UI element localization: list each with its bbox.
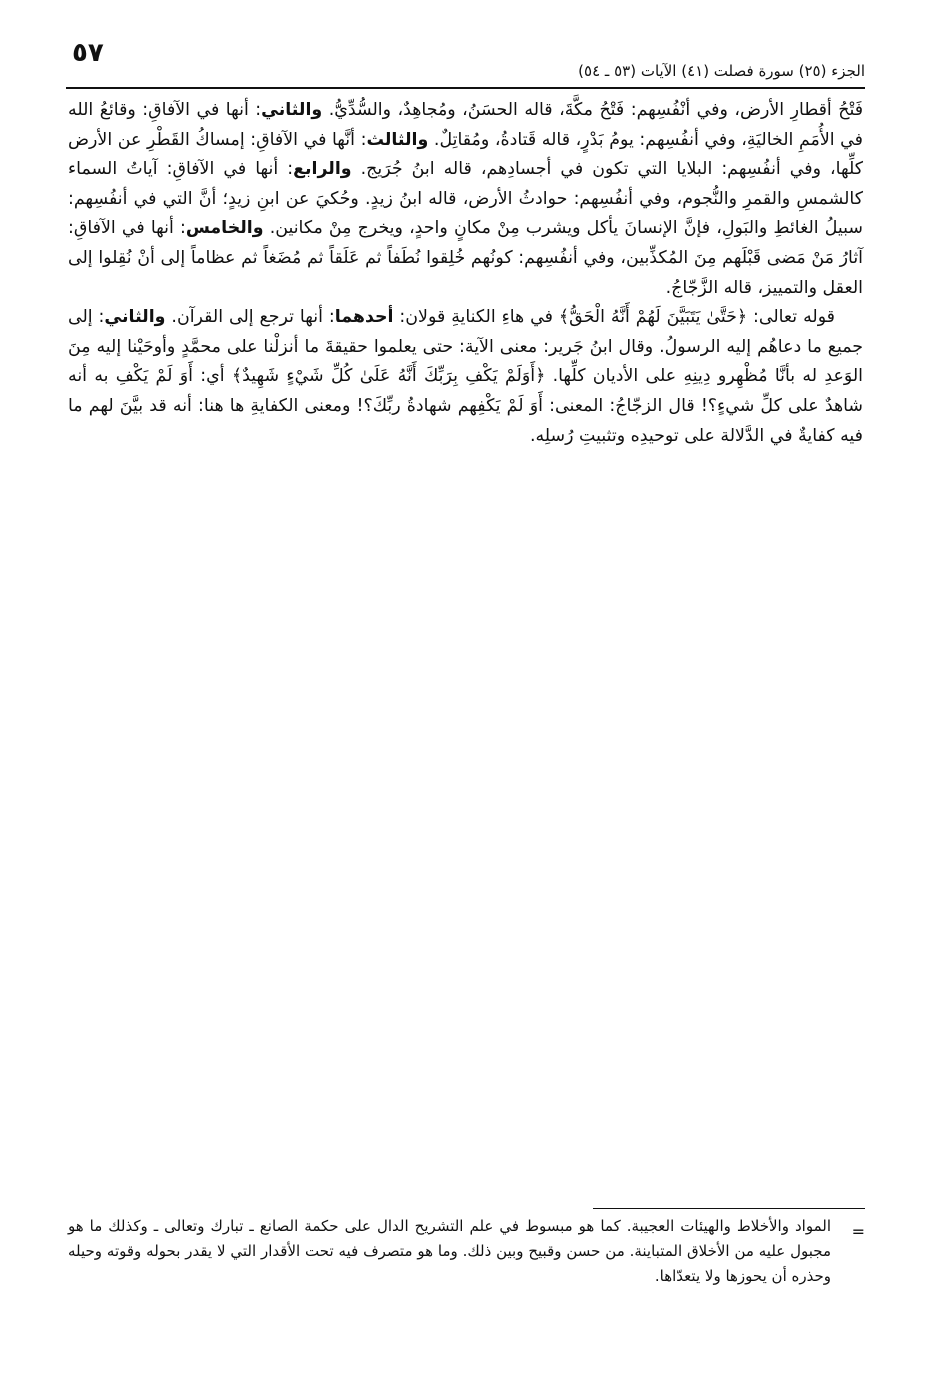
p2-second-label: والثاني xyxy=(104,307,166,328)
p1-text-3: : أنَّها في الآفاقِ: إمساكُ القَطْرِ عن الأرض كلِّها، وفي أنفُسِهم: البلايا التي تكون في أجسادِهم، قاله ابنُ جُرَيج. xyxy=(68,129,863,180)
paragraph-1 xyxy=(68,96,863,303)
running-head: الجزء (٢٥) سورة فصلت (٤١) الآيات (٥٣ ـ ٥٤) xyxy=(578,62,865,80)
p1-text-2: : أنها في الآفاقِ: وقائعُ الله في الأُمَمِ الخاليَةِ، وفي أنفُسِهم: يومُ بَدْرٍ، قاله قَتادةُ، ومُقاتِلٌ. xyxy=(68,100,863,150)
footnote-text: المواد والأخلاط والهيئات العجيبة. كما هو مبسوط في علم التشريح الدال على حكمة الصانع ـ تبارك وتعالى ـ وكذلك ما هو مجبول عليه من الأخلاق المتباينة. من حسن وقبيح وبين ذلك. وما هو متصرف فيه تحت الأقدار التي لا يقدر بحوله وقوته وحيله وحذره أن يحوزها ولا يتعدّاها. xyxy=(68,1217,831,1285)
body-text xyxy=(68,96,863,451)
p1-fourth-label: والرابع xyxy=(293,159,352,180)
p2-text-3: : إلى جميع ما دعاهُم إليه الرسولُ. وقال ابنُ جَرير: معنى الآية: حتى يعلموا حقيقةَ ما أنزلْنا على محمَّدٍ وأوحَيْنا إليه مِنَ الوَعدِ له بأنَّا مُظْهِرو دِينِهِ على الأديان كلِّها. ﴿أَوَلَمْ يَكْفِ بِرَبِّكَ أَنَّهُ عَلَىٰ كُلِّ شَيْءٍ شَهِيدٌ﴾ أي: أَوَ لَمْ يَكْفِ به أنه شاهدٌ على كلِّ شيءٍ؟! قال الزجّاجُ: المعنى: أَوَ لَمْ يَكْفِهم شهادةُ ربِّكَ؟! ومعنى الكفايةِ ها هنا: أنه قد بيَّنَ لهم ما فيه كفايةٌ في الدَّلالة على توحيدِه وتثبيتِ رُسلِه. xyxy=(68,307,863,446)
paragraph-2 xyxy=(68,303,863,451)
footnote-rule xyxy=(593,1208,865,1209)
p1-text-1: فَتْحُ أقطارِ الأرض، وفي أنْفُسِهم: فَتْحُ مكَّةَ، قاله الحسَنُ، ومُجاهِدٌ، والسُّدِّيُّ. xyxy=(322,100,864,120)
p2-first-label: أحدهما xyxy=(334,307,394,328)
p1-second-label: والثاني xyxy=(261,100,323,120)
p2-text-1: قوله تعالى: ﴿حَتَّىٰ يَتَبَيَّنَ لَهُمْ أَنَّهُ الْحَقُّ﴾ في هاءِ الكنايةِ قولان: xyxy=(393,307,836,328)
p1-fifth-label: والخامس xyxy=(185,218,264,239)
p1-text-5: : أنها في الآفاقِ: آثارُ مَنْ مَضى قَبْلَهم مِنَ المُكذِّبين، وفي أنفُسِهم: كونُهم خُلِقوا نُطَفاً ثم عَلَقاً ثم مُضَغاً ثم عظاماً إلى أنْ نُقِلوا إلى العقل والتمييز، قاله الزَّجّاجُ. xyxy=(68,218,863,298)
p1-text-4: : أنها في الآفاقِ: آياتُ السماء كالشمسِ والقمرِ والنُّجوم، وفي أنفُسِهم: حوادثُ الأرض، قاله ابنُ زيدٍ. وحُكيَ عن ابنِ زيدٍ؛ أنَّ التي في أنفُسِهم: سبيلُ الغائطِ والبَولِ، فإنَّ الإنسانَ يأكل ويشرب مِنْ مكانٍ واحدٍ، ويخرج مِنْ مكانين. xyxy=(68,159,863,239)
footnote xyxy=(68,1214,831,1289)
page-number: ٥٧ xyxy=(72,38,104,68)
footnote-mark: = xyxy=(851,1222,865,1241)
p2-text-2: : أنها ترجع إلى القرآن. xyxy=(165,307,335,328)
head-rule xyxy=(66,87,865,89)
p1-third-label: والثالث xyxy=(366,129,429,150)
